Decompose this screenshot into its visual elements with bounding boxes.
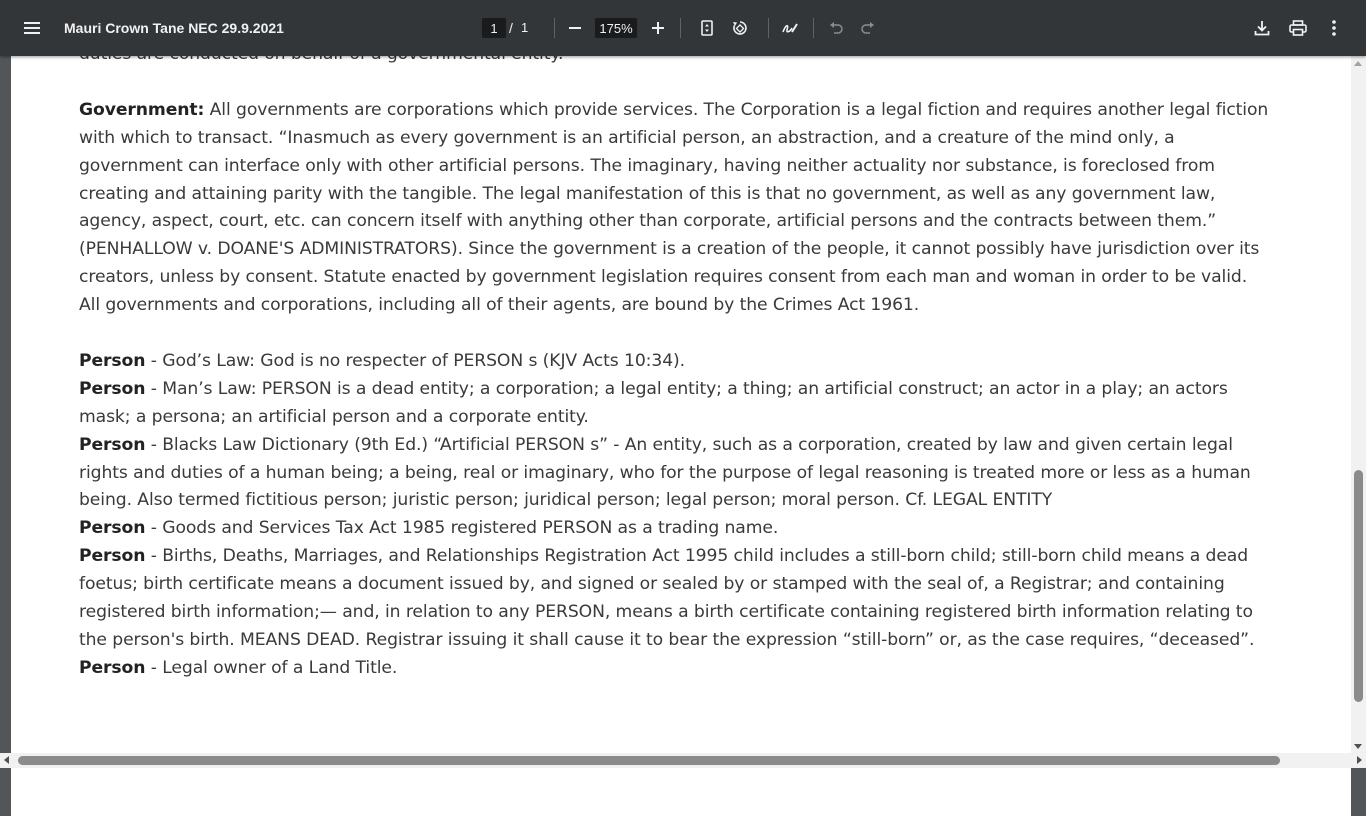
person-definition [79,655,1269,683]
scroll-down-arrow-icon[interactable] [1354,744,1362,749]
definition-text: All governments are corporations which provide services. The Corporation is a legal fiction and requires another legal fiction with which to transact. “Inasmuch as every government is an artificial person, an abstraction, and a creature of the mind only, a government can interface only with other artificial persons. The imaginary, having neither actuality nor substance, is foreclosed from creating and attaining parity with the tangible. The legal manifestation of this is that no government, as well as any government law, agency, aspect, court, etc. can concern itself with anything other than corporate, artificial persons and the contracts between them.” (PENHALLOW v. DOANE'S ADMINISTRATORS). Since the government is a creation of the people, it cannot possibly have jurisdiction over its creators, unless by consent. Statute enacted by government legislation requires consent from each man and woman in order to be valid. All governments and corporations, including all of their agents, are bound by the Crimes Act 1961. [79,99,1269,316]
page-separator: / [509,20,513,36]
undo-icon [829,22,843,34]
scroll-right-arrow-icon[interactable] [1357,756,1362,764]
print-icon [1289,20,1307,36]
definition-term: Person [79,434,146,455]
zoom-out-button[interactable] [559,12,591,44]
vertical-scroll-thumb[interactable] [1354,470,1363,702]
vertical-scrollbar[interactable] [1351,56,1366,753]
more-actions-button[interactable] [1318,12,1350,44]
page-number-input[interactable] [482,18,506,38]
person-definition [79,376,1269,432]
fit-page-icon [701,20,713,36]
toolbar-divider [768,18,769,38]
definition-text: - Man’s Law: PERSON is a dead entity; a corporation; a legal entity; a thing; an artificial construct; an actor in a play; an actors mask; a persona; an artificial person and a corporate entity. [79,378,1228,427]
definition-text: - Blacks Law Dictionary (9th Ed.) “Artificial PERSON s” - An entity, such as a corporation, created by law and given certain legal rights and duties of a human being; a being, real or imaginary, who for the purpose of legal reasoning is treated more or less as a human being. Also termed fictitious person; juristic person; juridical person; legal person; moral person. Cf. LEGAL ENTITY [79,434,1251,511]
page-content [79,0,1269,683]
more-vert-icon [1332,20,1336,36]
zoom-in-button[interactable] [642,12,674,44]
redo-button[interactable] [852,12,884,44]
definition-term: Person [79,350,146,371]
definition-term: Person [79,378,146,399]
person-definition [79,348,1269,376]
toolbar-divider [680,18,681,38]
annotate-button[interactable] [774,12,806,44]
pdf-viewer[interactable] [0,56,1366,768]
print-button[interactable] [1282,12,1314,44]
person-definition [79,515,1269,543]
pdf-toolbar [0,0,1366,56]
document-title: Mauri Crown Tane NEC 29.9.2021 [64,20,284,36]
plus-icon [652,22,664,34]
definition-text: - Legal owner of a Land Title. [145,657,398,678]
rotate-button[interactable] [724,12,756,44]
download-icon [1254,20,1270,36]
undo-button[interactable] [820,12,852,44]
definition-term: Person [79,657,146,678]
scroll-left-arrow-icon[interactable] [4,756,9,764]
horizontal-scrollbar[interactable] [0,753,1366,768]
rotate-icon [731,19,749,37]
fit-page-button[interactable] [691,12,723,44]
minus-icon [569,27,581,29]
zoom-level-input[interactable] [595,18,637,38]
viewer-left-margin [0,56,11,753]
toolbar-divider [554,18,555,38]
definition-text: - Births, Deaths, Marriages, and Relationships Registration Act 1995 child includes a still-born child; still-born child means a dead foetus; birth certificate means a document issued by, and signed or sealed by or stamped with the seal of, a Registrar; and containing registered birth information;— and, in relation to any PERSON, means a birth certificate containing registered birth information relating to the person's birth. MEANS DEAD. Registrar issuing it shall cause it to bear the expression “still-born” or, as the case requires, “deceased”. [79,546,1255,650]
scroll-up-arrow-icon[interactable] [1354,61,1362,66]
definition-term: Government: [79,99,205,120]
definition-term: Person [79,518,146,539]
page-total: 1 [521,20,529,35]
definition-term: Person [79,546,146,567]
person-definition [79,543,1269,655]
person-definition [79,432,1269,516]
download-button[interactable] [1246,12,1278,44]
pdf-page [11,0,1351,816]
definition-text: - Goods and Services Tax Act 1985 registered PERSON as a trading name. [145,518,779,539]
government-definition [79,97,1269,320]
annotate-pen-icon [781,20,799,36]
toolbar-divider [813,18,814,38]
horizontal-scroll-thumb[interactable] [18,756,1280,765]
definition-text: - God’s Law: God is no respecter of PERSON s (KJV Acts 10:34). [145,350,686,371]
redo-icon [861,22,875,34]
hamburger-menu-icon[interactable] [16,12,48,44]
